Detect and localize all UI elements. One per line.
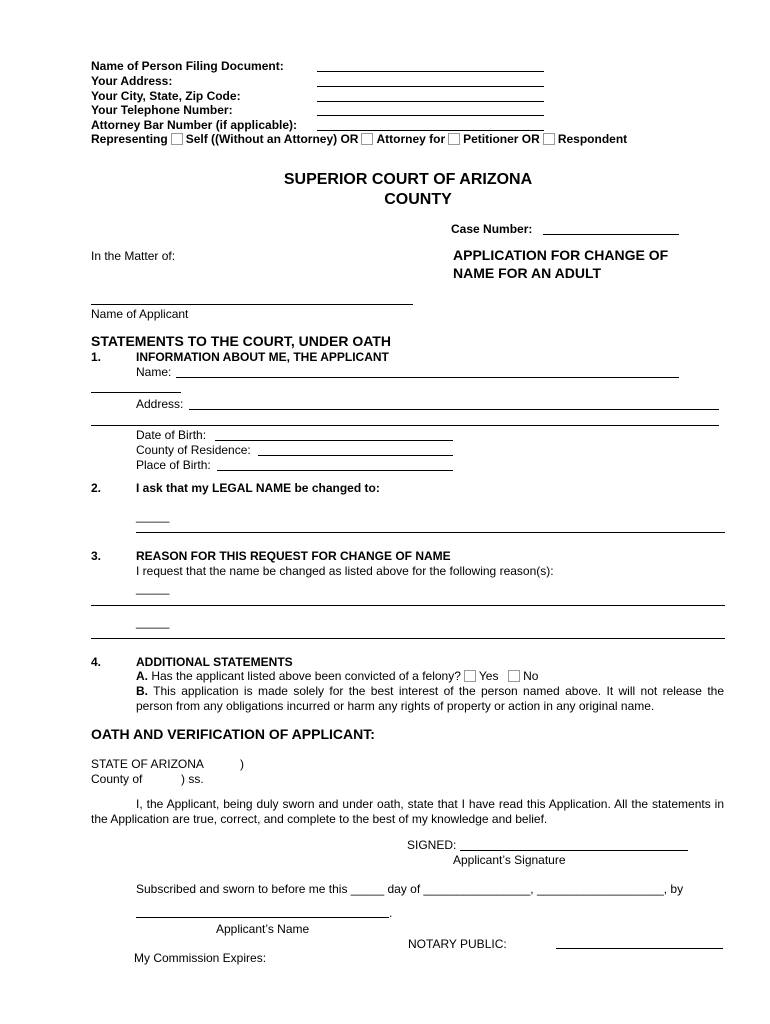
- dob-line[interactable]: [215, 440, 453, 441]
- matter-label: In the Matter of:: [91, 249, 176, 263]
- section-4-number: 4.: [91, 655, 102, 669]
- attorney-checkbox[interactable]: [361, 133, 373, 145]
- reason-blank-1: _____: [136, 581, 170, 595]
- city-label: Your City, State, Zip Code:: [91, 89, 241, 103]
- attorney-label: Attorney for: [376, 132, 446, 146]
- section-1-number: 1.: [91, 350, 102, 364]
- commission-expires-label: My Commission Expires:: [134, 951, 267, 965]
- address-line[interactable]: [317, 86, 544, 87]
- case-number-label: Case Number:: [451, 222, 533, 236]
- section-4-title: ADDITIONAL STATEMENTS: [136, 655, 293, 669]
- felony-no-checkbox[interactable]: [508, 670, 520, 682]
- oath-heading: OATH AND VERIFICATION OF APPLICANT:: [91, 726, 375, 742]
- respondent-label: Respondent: [557, 132, 628, 146]
- signature-caption: Applicant’s Signature: [453, 853, 566, 867]
- state-label: STATE OF ARIZONA: [91, 757, 204, 771]
- address-field-label: Address:: [136, 397, 184, 411]
- applicant-name-caption: Applicant’s Name: [216, 922, 310, 936]
- new-name-line[interactable]: [136, 532, 725, 533]
- statements-heading: STATEMENTS TO THE COURT, UNDER OATH: [91, 333, 391, 349]
- self-checkbox[interactable]: [171, 133, 183, 145]
- section-3-number: 3.: [91, 549, 102, 563]
- pob-label: Place of Birth:: [136, 458, 211, 472]
- name-field-line[interactable]: [176, 377, 679, 378]
- address-field-line[interactable]: [189, 409, 719, 410]
- applicant-name-line[interactable]: [91, 304, 413, 305]
- item-b-label: B.: [136, 684, 148, 698]
- bar-number-label: Attorney Bar Number (if applicable):: [91, 118, 298, 132]
- address-field-line-cont[interactable]: [91, 425, 719, 426]
- application-title-line2: NAME FOR AN ADULT: [453, 265, 602, 281]
- application-title-line1: APPLICATION FOR CHANGE OF: [453, 247, 669, 263]
- name-field-line-cont[interactable]: [91, 392, 181, 393]
- address-label: Your Address:: [91, 74, 173, 88]
- felony-yes-checkbox[interactable]: [464, 670, 476, 682]
- signed-label: SIGNED:: [407, 838, 457, 852]
- representing-label: Representing: [91, 132, 168, 146]
- section-2-title: I ask that my LEGAL NAME be changed to:: [136, 481, 380, 495]
- section-3-title: REASON FOR THIS REQUEST FOR CHANGE OF NAME: [136, 549, 451, 563]
- new-name-blank: _____: [136, 509, 170, 523]
- state-paren: ): [240, 757, 244, 771]
- section-3-text: I request that the name be changed as listed above for the following reason(s):: [136, 564, 554, 578]
- pob-line[interactable]: [217, 470, 453, 471]
- oath-statement: I, the Applicant, being duly sworn and under oath, state that I have read this Application. All the statements in the Application are true, correct, and complete to the best of my knowledge and belief.: [91, 797, 724, 826]
- filer-name-label: Name of Person Filing Document:: [91, 59, 284, 73]
- county-of-label: County of: [91, 772, 143, 786]
- dob-label: Date of Birth:: [136, 428, 207, 442]
- court-title: SUPERIOR COURT OF ARIZONA: [283, 171, 533, 188]
- signature-line[interactable]: [460, 850, 688, 851]
- county-title: COUNTY: [384, 191, 452, 208]
- applicant-name-sworn-line[interactable]: [136, 917, 389, 918]
- petitioner-checkbox[interactable]: [448, 133, 460, 145]
- reason-blank-2: _____: [136, 615, 170, 629]
- notary-line[interactable]: [556, 948, 723, 949]
- subscribed-text: Subscribed and sworn to before me this _____ day of ________________, ___________________, by: [136, 882, 684, 896]
- self-label: Self ((Without an Attorney) OR: [185, 132, 359, 146]
- notary-label: NOTARY PUBLIC:: [408, 937, 507, 951]
- felony-question: Has the applicant listed above been convicted of a felony?: [151, 669, 461, 683]
- county-residence-line[interactable]: [258, 455, 453, 456]
- section-1-title: INFORMATION ABOUT ME, THE APPLICANT: [136, 350, 389, 364]
- filer-name-line[interactable]: [317, 71, 544, 72]
- section-2-number: 2.: [91, 481, 102, 495]
- reason-line-1[interactable]: [91, 605, 725, 606]
- petitioner-label: Petitioner OR: [463, 132, 540, 146]
- reason-line-2[interactable]: [91, 638, 725, 639]
- respondent-checkbox[interactable]: [543, 133, 555, 145]
- name-field-label: Name:: [136, 365, 172, 379]
- city-line[interactable]: [317, 101, 544, 102]
- representing-row: [91, 132, 627, 146]
- item-a-label: A.: [136, 669, 148, 683]
- item-b-text: This application is made solely for the best interest of the person named above. It will not release the person from any obligations incurred or harm any rights of property or action in any original name.: [136, 684, 724, 713]
- felony-no-label: No: [523, 669, 539, 683]
- name-of-applicant-label: Name of Applicant: [91, 307, 189, 321]
- case-number-line[interactable]: [543, 234, 679, 235]
- phone-line[interactable]: [317, 115, 544, 116]
- item-b-paragraph: [136, 684, 724, 714]
- ss-label: ) ss.: [181, 772, 204, 786]
- felony-question-row: [136, 669, 538, 683]
- sworn-period: .: [389, 906, 393, 920]
- felony-yes-label: Yes: [478, 669, 499, 683]
- bar-number-line[interactable]: [317, 130, 544, 131]
- phone-label: Your Telephone Number:: [91, 103, 233, 117]
- county-residence-label: County of Residence:: [136, 443, 251, 457]
